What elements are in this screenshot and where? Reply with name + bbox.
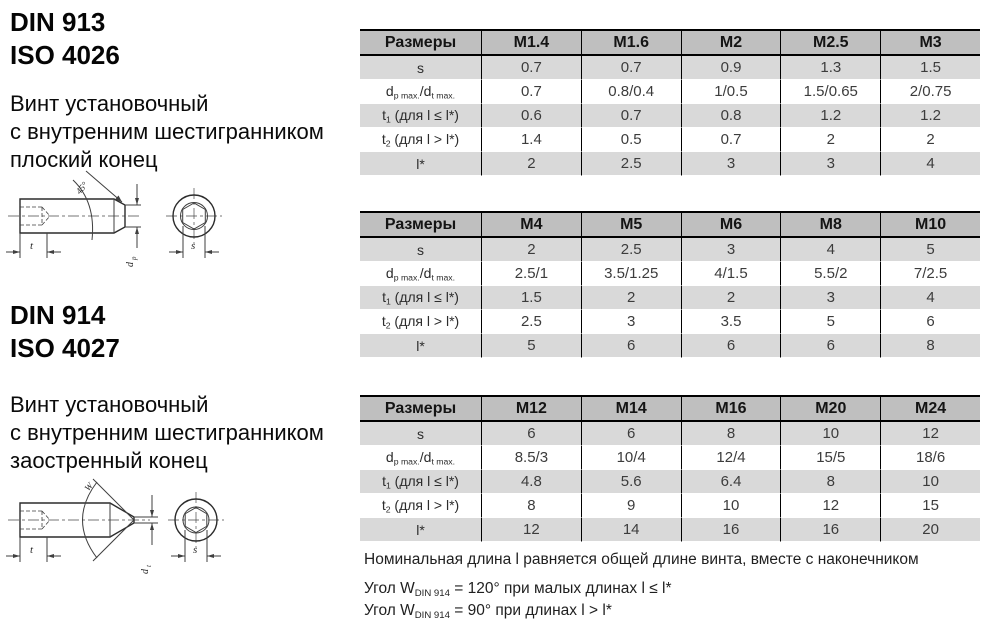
table-row	[360, 446, 980, 470]
value-cell: 15/5	[780, 446, 880, 470]
value-cell: 6.4	[681, 470, 781, 494]
value-cell: 1.2	[880, 104, 980, 128]
dimensions-column-header: Размеры	[360, 29, 481, 56]
text-segment: = 120° при малых длинах l ≤ l*	[449, 580, 672, 597]
subscript-text: t max.	[431, 456, 456, 467]
text-segment: d	[385, 82, 394, 99]
table-row	[360, 56, 980, 80]
value-cell: 4/1.5	[681, 262, 781, 286]
size-column-header: M4	[481, 211, 581, 238]
cone-angle-label: W	[82, 480, 95, 493]
row-label-cell	[360, 80, 481, 104]
value-cell: 20	[880, 518, 980, 542]
description-line: заостренный конец	[10, 448, 208, 473]
value-cell: 5.5/2	[780, 262, 880, 286]
text-segment: d	[385, 264, 394, 281]
size-column-header: M2	[681, 29, 781, 56]
value-cell: 2	[681, 286, 781, 310]
table-row	[360, 310, 980, 334]
size-column-header: M1.6	[581, 29, 681, 56]
value-cell: 6	[880, 310, 980, 334]
value-cell: 10	[681, 494, 781, 518]
header-row	[360, 211, 980, 238]
value-cell: 2.5/1	[481, 262, 581, 286]
subscript-text: p max.	[393, 90, 420, 101]
value-cell: 8	[880, 334, 980, 358]
table-row	[360, 152, 980, 176]
value-cell: 3.5/1.25	[581, 262, 681, 286]
table-row	[360, 518, 980, 542]
value-cell: 3	[681, 238, 781, 262]
row-label-cell	[360, 310, 481, 334]
value-cell: 5	[780, 310, 880, 334]
value-cell: 5	[481, 334, 581, 358]
table-row	[360, 422, 980, 446]
row-label-cell	[360, 446, 481, 470]
value-cell: 6	[780, 334, 880, 358]
row-label-cell	[360, 152, 481, 176]
value-cell: 0.7	[481, 80, 581, 104]
subscript-text: t max.	[431, 90, 456, 101]
spec-table-1	[360, 29, 980, 176]
value-cell: 8	[780, 470, 880, 494]
text-segment: /d	[419, 264, 432, 281]
text-segment: /d	[419, 82, 432, 99]
row-label-cell	[360, 470, 481, 494]
text-segment: l*	[416, 337, 425, 354]
header-row	[360, 29, 980, 56]
svg-text:d: d	[140, 569, 151, 574]
value-cell: 14	[581, 518, 681, 542]
subscript-text: 1	[385, 480, 391, 491]
description-din913	[10, 90, 324, 174]
value-cell: 7/2.5	[880, 262, 980, 286]
text-segment: t	[381, 496, 386, 513]
size-column-header: M3	[880, 29, 980, 56]
value-cell: 0.8	[681, 104, 781, 128]
subscript-text: p max.	[393, 456, 420, 467]
value-cell: 1.3	[780, 56, 880, 80]
spec-table-2	[360, 211, 980, 358]
value-cell: 0.8/0.4	[581, 80, 681, 104]
socket-depth-label: t	[30, 240, 34, 252]
value-cell: 2.5	[581, 238, 681, 262]
value-cell: 2	[481, 152, 581, 176]
value-cell: 16	[780, 518, 880, 542]
value-cell: 1.5	[880, 56, 980, 80]
value-cell: 6	[581, 334, 681, 358]
value-cell: 2	[780, 128, 880, 152]
subscript-text: 1	[385, 114, 391, 125]
value-cell: 10	[780, 422, 880, 446]
text-segment: /d	[419, 448, 432, 465]
value-cell: 3	[780, 286, 880, 310]
value-cell: 8.5/3	[481, 446, 581, 470]
value-cell: 0.7	[581, 104, 681, 128]
subscript-text: 2	[385, 320, 391, 331]
text-segment: (для l ≤ l*)	[390, 288, 459, 305]
row-label-cell	[360, 494, 481, 518]
value-cell: 2	[880, 128, 980, 152]
value-cell: 2/0.75	[880, 80, 980, 104]
size-column-header: M1.4	[481, 29, 581, 56]
table-row	[360, 262, 980, 286]
text-segment: s	[417, 241, 424, 258]
value-cell: 1.5/0.65	[780, 80, 880, 104]
footnote-nominal-length	[364, 549, 919, 570]
value-cell: 0.7	[581, 56, 681, 80]
value-cell: 6	[681, 334, 781, 358]
size-column-header: M12	[481, 395, 581, 422]
value-cell: 4.8	[481, 470, 581, 494]
text-segment: d	[385, 448, 394, 465]
subscript-text: 2	[385, 504, 391, 515]
description-line: с внутренним шестигранником	[10, 119, 324, 144]
description-line: Винт установочный	[10, 91, 209, 116]
description-line: Винт установочный	[10, 392, 209, 417]
value-cell: 10/4	[581, 446, 681, 470]
value-cell: 3	[581, 310, 681, 334]
table-row	[360, 80, 980, 104]
value-cell: 0.5	[581, 128, 681, 152]
svg-text:d: d	[125, 262, 136, 267]
value-cell: 0.7	[481, 56, 581, 80]
text-segment: Номинальная длина l равняется общей длине винта, вместе с наконечником	[364, 551, 919, 568]
hex-size-label: s	[193, 544, 198, 556]
value-cell: 3.5	[681, 310, 781, 334]
row-label-cell	[360, 286, 481, 310]
svg-text:t: t	[145, 565, 153, 567]
flat-point-set-screw-drawing	[0, 166, 250, 271]
standard-heading-din914	[10, 299, 120, 365]
size-column-header: M5	[581, 211, 681, 238]
subscript-text: 2	[385, 138, 391, 149]
value-cell: 2	[481, 238, 581, 262]
value-cell: 2.5	[581, 152, 681, 176]
value-cell: 12/4	[681, 446, 781, 470]
subscript-text: DIN 914	[414, 587, 450, 599]
value-cell: 2.5	[481, 310, 581, 334]
value-cell: 16	[681, 518, 781, 542]
text-segment: t	[381, 130, 386, 147]
text-segment: t	[382, 288, 386, 305]
table-row	[360, 334, 980, 358]
row-label-cell	[360, 262, 481, 286]
value-cell: 1.4	[481, 128, 581, 152]
table-row	[360, 286, 980, 310]
value-cell: 9	[581, 494, 681, 518]
row-label-cell	[360, 128, 481, 152]
value-cell: 4	[880, 286, 980, 310]
table-row	[360, 104, 980, 128]
text-segment: l*	[416, 521, 425, 538]
subscript-text: p max.	[393, 272, 420, 283]
row-label-cell	[360, 518, 481, 542]
footnote-angle-90	[364, 600, 612, 626]
description-line: с внутренним шестигранником	[10, 420, 324, 445]
table-row	[360, 128, 980, 152]
subscript-text: DIN 914	[414, 609, 450, 621]
size-column-header: M14	[581, 395, 681, 422]
standard-number-iso: ISO 4026	[10, 40, 120, 70]
value-cell: 10	[880, 470, 980, 494]
text-segment: = 90° при длинах l > l*	[449, 602, 612, 619]
value-cell: 4	[880, 152, 980, 176]
size-column-header: M6	[681, 211, 781, 238]
cone-tip-diameter-label	[140, 564, 153, 574]
value-cell: 0.6	[481, 104, 581, 128]
value-cell: 15	[880, 494, 980, 518]
dimensions-column-header: Размеры	[360, 395, 481, 422]
text-segment: (для l ≤ l*)	[390, 472, 459, 489]
value-cell: 12	[481, 518, 581, 542]
text-segment: t	[382, 106, 386, 123]
text-segment: t	[382, 472, 386, 489]
row-label-cell	[360, 422, 481, 446]
row-label-cell	[360, 334, 481, 358]
table-row	[360, 494, 980, 518]
standard-number-iso: ISO 4027	[10, 333, 120, 363]
value-cell: 8	[681, 422, 781, 446]
row-label-cell	[360, 238, 481, 262]
spec-table-3	[360, 395, 980, 542]
value-cell: 6	[581, 422, 681, 446]
value-cell: 18/6	[880, 446, 980, 470]
subscript-text: 1	[385, 296, 391, 307]
text-segment: (для l > l*)	[390, 496, 460, 513]
value-cell: 1.5	[481, 286, 581, 310]
chamfer-angle-label: 45°	[73, 179, 90, 196]
dimensions-column-header: Размеры	[360, 211, 481, 238]
cone-point-set-screw-drawing	[0, 468, 250, 586]
text-segment: t	[381, 312, 386, 329]
text-segment: s	[417, 425, 424, 442]
value-cell: 12	[880, 422, 980, 446]
standard-number-din: DIN 914	[10, 300, 106, 330]
text-segment: s	[417, 59, 424, 76]
text-segment: (для l > l*)	[390, 312, 460, 329]
value-cell: 6	[481, 422, 581, 446]
value-cell: 8	[481, 494, 581, 518]
value-cell: 12	[780, 494, 880, 518]
size-column-header: M2.5	[780, 29, 880, 56]
subscript-text: t max.	[431, 272, 456, 283]
standard-number-din: DIN 913	[10, 7, 106, 37]
size-column-header: M24	[880, 395, 980, 422]
value-cell: 1/0.5	[681, 80, 781, 104]
size-column-header: M20	[780, 395, 880, 422]
value-cell: 2	[581, 286, 681, 310]
text-segment: l*	[416, 155, 425, 172]
description-din914	[10, 391, 324, 475]
hex-size-label: s	[191, 240, 196, 252]
table-row	[360, 470, 980, 494]
standard-heading-din913	[10, 6, 120, 72]
flat-point-diameter-label	[125, 256, 138, 267]
header-row	[360, 395, 980, 422]
value-cell: 1.2	[780, 104, 880, 128]
value-cell: 5.6	[581, 470, 681, 494]
description-line: плоский конец	[10, 147, 158, 172]
size-column-header: M8	[780, 211, 880, 238]
text-segment: (для l > l*)	[390, 130, 460, 147]
value-cell: 3	[681, 152, 781, 176]
value-cell: 4	[780, 238, 880, 262]
size-column-header: M16	[681, 395, 781, 422]
text-segment: (для l ≤ l*)	[390, 106, 459, 123]
size-column-header: M10	[880, 211, 980, 238]
svg-text:p: p	[130, 256, 138, 260]
value-cell: 0.9	[681, 56, 781, 80]
socket-depth-label: t	[30, 544, 34, 556]
value-cell: 5	[880, 238, 980, 262]
text-segment: Угол W	[364, 602, 415, 619]
text-segment: Угол W	[364, 580, 415, 597]
value-cell: 3	[780, 152, 880, 176]
value-cell: 0.7	[681, 128, 781, 152]
row-label-cell	[360, 104, 481, 128]
row-label-cell	[360, 56, 481, 80]
table-row	[360, 238, 980, 262]
